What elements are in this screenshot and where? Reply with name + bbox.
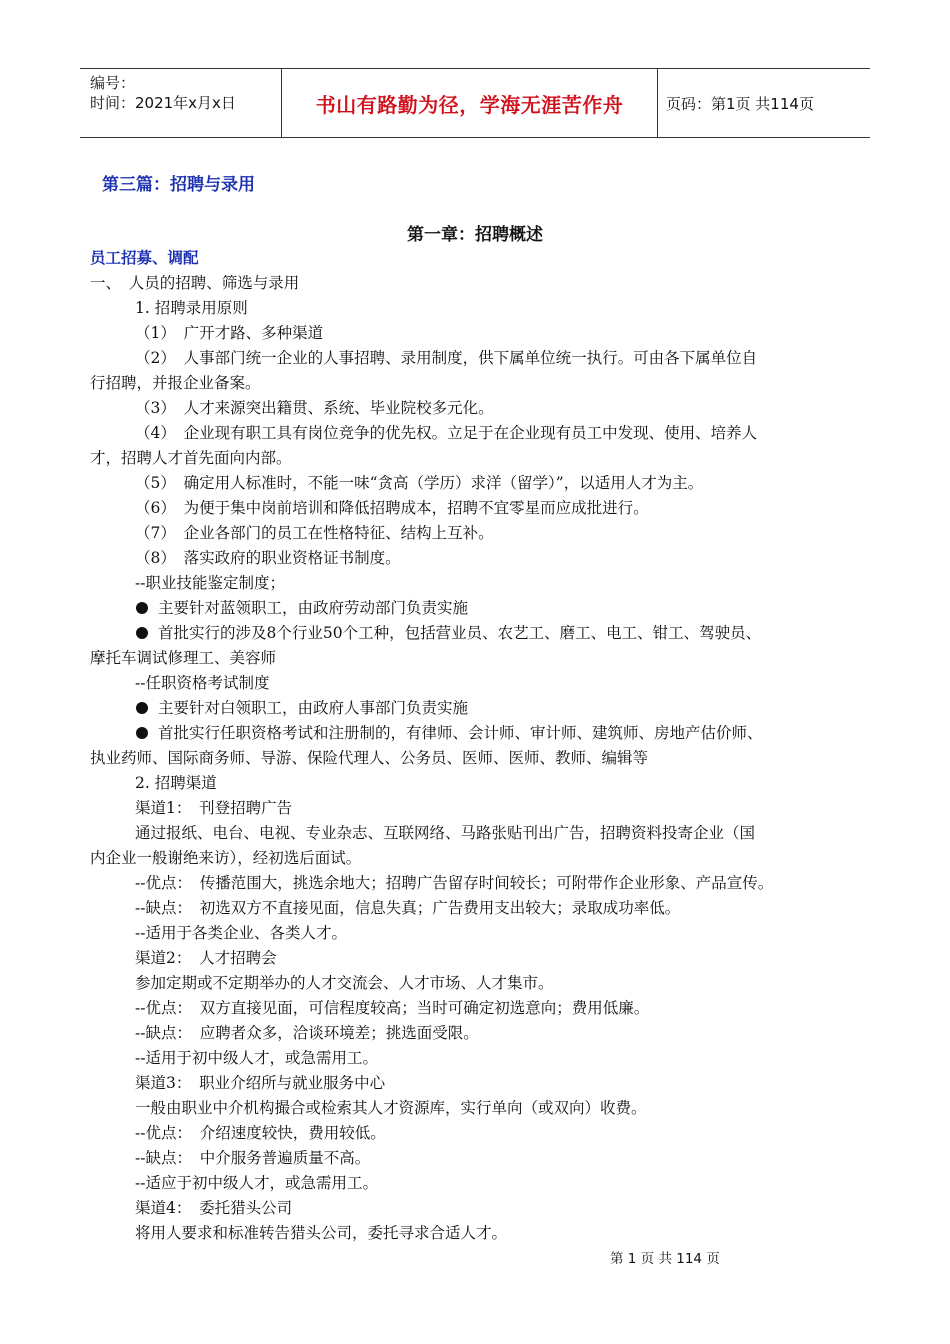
text-line: 一般由职业中介机构撮合或检索其人才资源库，实行单向（或双向）收费。 xyxy=(135,1099,647,1117)
text-line: 参加定期或不定期举办的人才交流会、人才市场、人才集市。 xyxy=(135,974,554,992)
header-motto: 书山有路勤为径，学海无涯苦作舟 xyxy=(282,69,658,137)
bullet-item xyxy=(90,621,870,646)
bullet-item xyxy=(90,696,870,721)
text-line: 执业药师、国际商务师、导游、保险代理人、公务员、医师、医师、教师、编辑等 xyxy=(90,749,649,767)
text-line: （4） 企业现有职工具有岗位竞争的优先权。立足于在企业现有员工中发现、使用、培养人 xyxy=(135,424,758,442)
section-title: 员工招募、调配 xyxy=(90,249,199,267)
document-number-label: 编号： xyxy=(90,74,136,92)
text-line: 一、 人员的招聘、筛选与录用 xyxy=(90,274,300,292)
bullet-icon xyxy=(136,602,148,614)
bullet-item xyxy=(90,596,870,621)
page-footer: 第 1 页 共 114 页 xyxy=(610,1251,720,1267)
bullet-icon xyxy=(136,727,148,739)
text-line: 渠道3： 职业介绍所与就业服务中心 xyxy=(135,1074,386,1092)
text-line: --任职资格考试制度 xyxy=(135,674,270,692)
text-line: --适应于初中级人才，或急需用工。 xyxy=(135,1174,378,1192)
text-line: （6） 为便于集中岗前培训和降低招聘成本，招聘不宜零星而应成批进行。 xyxy=(135,499,649,517)
bullet-icon xyxy=(136,702,148,714)
text-line: 1. 招聘录用原则 xyxy=(135,299,248,317)
text-line: 才，招聘人才首先面向内部。 xyxy=(90,449,292,467)
text-line: （8） 落实政府的职业资格证书制度。 xyxy=(135,549,401,567)
text-line: --优点： 双方直接见面，可信程度较高；当时可确定初选意向；费用低廉。 xyxy=(135,999,650,1017)
bullet-icon xyxy=(136,627,148,639)
text-line: 行招聘，并报企业备案。 xyxy=(90,374,261,392)
bullet-text: 首批实行的涉及8个行业50个工种，包括营业员、农艺工、磨工、电工、钳工、驾驶员、 xyxy=(158,624,762,642)
text-line: --职业技能鉴定制度； xyxy=(135,574,285,592)
page-header xyxy=(80,68,870,138)
text-line: 渠道4： 委托猎头公司 xyxy=(135,1199,293,1217)
text-line: --缺点： 初选双方不直接见面，信息失真；广告费用支出较大；录取成功率低。 xyxy=(135,899,681,917)
text-line: （1） 广开才路、多种渠道 xyxy=(135,324,324,342)
document-body xyxy=(90,246,870,1246)
text-line: （5） 确定用人标准时，不能一味“贪高（学历）求洋（留学）”，以适用人才为主。 xyxy=(135,474,704,492)
text-line: 摩托车调试修理工、美容师 xyxy=(90,649,277,667)
part-title: 第三篇：招聘与录用 xyxy=(102,175,255,195)
bullet-item xyxy=(90,721,870,746)
bullet-text: 主要针对白领职工，由政府人事部门负责实施 xyxy=(158,699,469,717)
text-line: 渠道1： 刊登招聘广告 xyxy=(135,799,293,817)
text-line: --适用于各类企业、各类人才。 xyxy=(135,924,347,942)
text-line: --缺点： 应聘者众多，洽谈环境差；挑选面受限。 xyxy=(135,1024,479,1042)
bullet-text: 主要针对蓝领职工，由政府劳动部门负责实施 xyxy=(158,599,469,617)
text-line: --优点： 传播范围大，挑选余地大；招聘广告留存时间较长；可附带作企业形象、产品宣传。 xyxy=(135,874,774,892)
text-line: （3） 人才来源突出籍贯、系统、毕业院校多元化。 xyxy=(135,399,494,417)
header-page-info: 页码：第1页 共114页 xyxy=(666,94,814,113)
text-line: --缺点： 中介服务普遍质量不高。 xyxy=(135,1149,371,1167)
text-line: 将用人要求和标准转告猎头公司，委托寻求合适人才。 xyxy=(135,1224,508,1242)
header-meta xyxy=(80,69,282,137)
chapter-title: 第一章：招聘概述 xyxy=(407,225,543,245)
text-line: （7） 企业各部门的员工在性格特征、结构上互补。 xyxy=(135,524,494,542)
text-line: （2） 人事部门统一企业的人事招聘、录用制度，供下属单位统一执行。可由各下属单位自 xyxy=(135,349,758,367)
text-line: 通过报纸、电台、电视、专业杂志、互联网络、马路张贴刊出广告，招聘资料投寄企业（国 xyxy=(135,824,756,842)
text-line: 渠道2： 人才招聘会 xyxy=(135,949,277,967)
text-line: --优点： 介绍速度较快，费用较低。 xyxy=(135,1124,386,1142)
text-line: --适用于初中级人才，或急需用工。 xyxy=(135,1049,378,1067)
text-line: 2. 招聘渠道 xyxy=(135,774,217,792)
bullet-text: 首批实行任职资格考试和注册制的，有律师、会计师、审计师、建筑师、房地产估价师、 xyxy=(158,724,763,742)
document-date: 时间：2021年x月x日 xyxy=(90,94,236,112)
text-line: 内企业一般谢绝来访），经初选后面试。 xyxy=(90,849,362,867)
